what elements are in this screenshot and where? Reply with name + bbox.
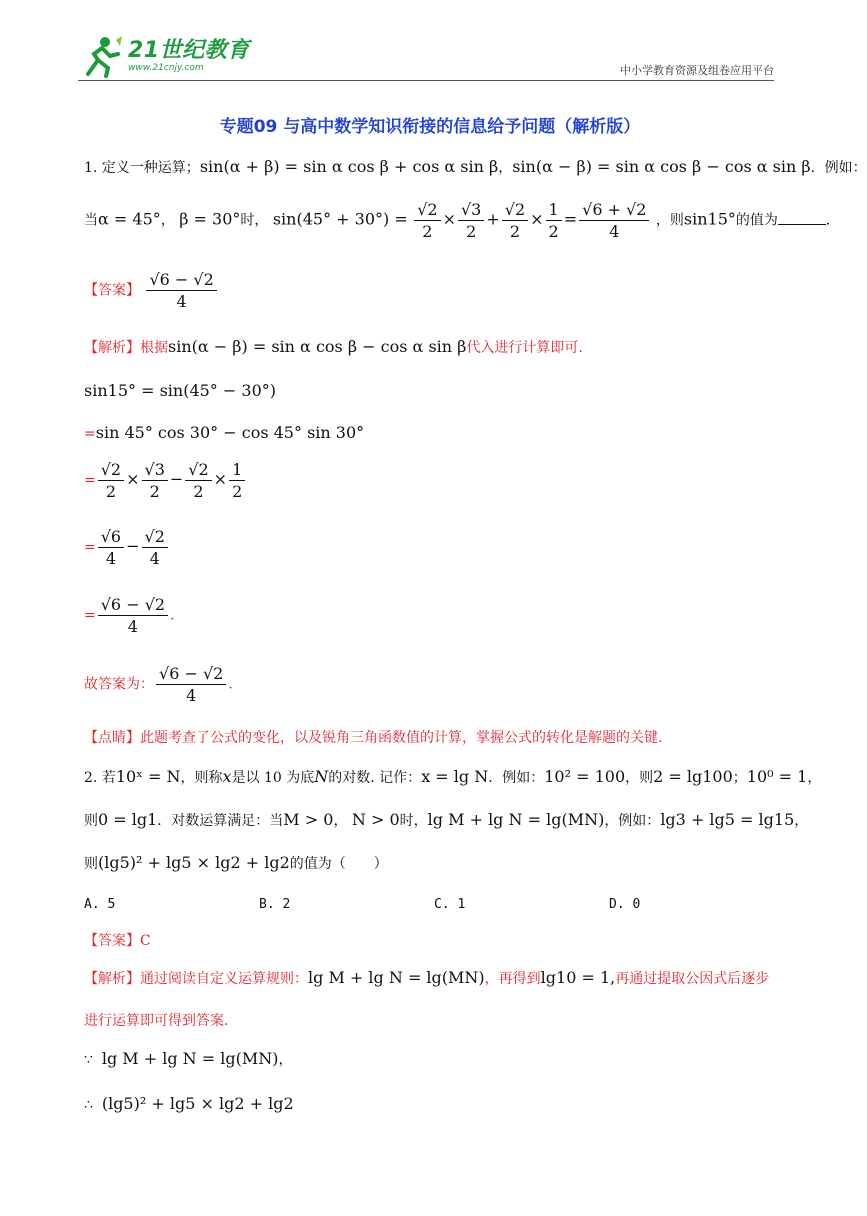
q1-step5: = $\frac{√6 - √2}{4}$ ． bbox=[84, 595, 185, 636]
q1-comment: 【点睛】此题考查了公式的变化，以及锐角三角函数值的计算，掌握公式的转化是解题的关键. bbox=[84, 730, 663, 746]
q1-final-answer: 故答案为： $\frac{√6 - √2}{4}$ ． bbox=[84, 664, 243, 705]
q2-statement-line3: 则(lg5)² + lg5 × lg2 + lg2的值为（ ） bbox=[84, 853, 388, 872]
q2-options bbox=[84, 897, 784, 917]
answer-blank bbox=[778, 210, 826, 225]
q1-statement-line1: 1. 定义一种运算；sin(α + β) = sin α cos β + cos α sin β，sin(α − β) = sin α cos β − cos α sin β．例如： bbox=[84, 157, 867, 176]
q2-statement-line1: 2. 若10ˣ = N，则称x是以 10 为底N的对数. 记作：x = lg N．例如：10² = 100，则2 = lg100；10⁰ = 1， bbox=[84, 767, 822, 786]
logo-text: 21世纪教育 bbox=[128, 37, 250, 63]
platform-label: 中小学教育资源及组卷应用平台 bbox=[620, 64, 774, 77]
q2-statement-line2: 则0 = lg1．对数运算满足：当M > 0， N > 0时，lg M + lg N = lg(MN)，例如：lg3 + lg5 = lg15， bbox=[84, 810, 809, 829]
q2-answer: 【答案】C bbox=[84, 933, 151, 949]
option-c[interactable]: C. 1 bbox=[434, 897, 466, 912]
logo-url: www.21cnjy.com bbox=[128, 62, 204, 73]
document-title: 专题09 与高中数学知识衔接的信息给予问题（解析版） bbox=[219, 117, 641, 137]
q1-step1: sin15° = sin(45° − 30°) bbox=[84, 381, 276, 400]
q2-analysis-line2: 进行运算即可得到答案. bbox=[84, 1013, 229, 1029]
option-a[interactable]: A. 5 bbox=[84, 897, 116, 912]
option-d[interactable]: D. 0 bbox=[609, 897, 641, 912]
q2-step-therefore: ∴ (lg5)² + lg5 × lg2 + lg2 bbox=[84, 1094, 294, 1113]
logo-runner-icon bbox=[78, 34, 124, 78]
q1-step3: = $\frac{√2}{2}$ × $\frac{√3}{2}$ − $\frac{√2}{2}$ × $\frac{1}{2}$ bbox=[84, 460, 247, 501]
q2-step-because: ∵ lg M + lg N = lg(MN)， bbox=[84, 1049, 293, 1068]
header-divider bbox=[78, 80, 774, 81]
q1-step2: =sin 45° cos 30° − cos 45° sin 30° bbox=[84, 423, 365, 442]
q1-answer: 【答案】 $\frac{√6 - √2}{4}$ bbox=[84, 270, 219, 311]
q1-step4: = $\frac{√6}{4}$ − $\frac{√2}{4}$ bbox=[84, 527, 170, 568]
logo bbox=[78, 32, 250, 80]
option-b[interactable]: B. 2 bbox=[259, 897, 291, 912]
q2-analysis-line1: 【解析】通过阅读自定义运算规则：lg M + lg N = lg(MN)，再得到lg10 = 1,再通过提取公因式后逐步 bbox=[84, 968, 770, 987]
q1-statement-line2: 当α = 45°， β = 30°时， sin(45° + 30°) = $\frac{√2}{2}$ × $\frac{√3}{2}$ + $\frac{√2}{2}$ × $\frac{1}{2}$ = $\frac{√6 + √2}{4}$ ，则sin15°的值为 ． bbox=[84, 200, 840, 241]
q1-analysis: 【解析】根据sin(α − β) = sin α cos β − cos α sin β代入进行计算即可. bbox=[84, 337, 583, 356]
page-header bbox=[78, 32, 774, 82]
